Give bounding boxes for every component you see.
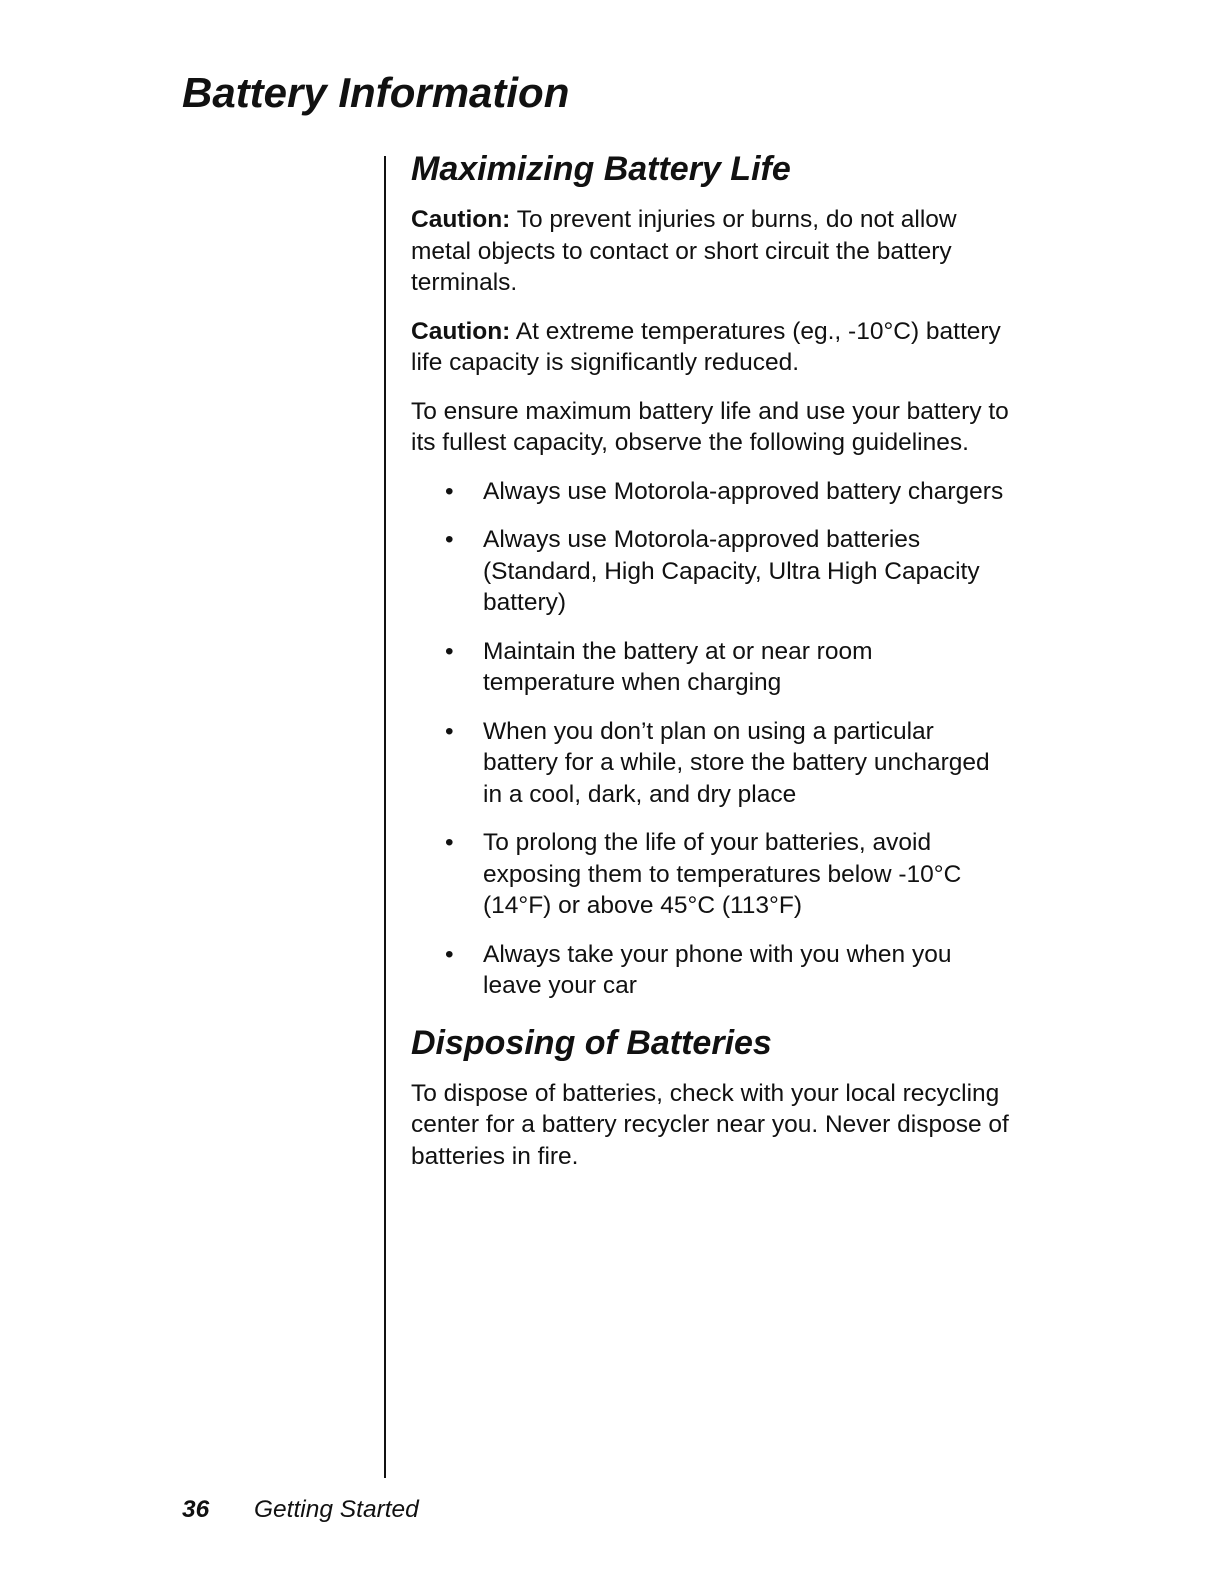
list-item-text: Always take your phone with you when you leave your car <box>483 940 952 999</box>
caution-paragraph-2 <box>411 316 1011 379</box>
list-item-text: Maintain the battery at or near room temperature when charging <box>483 637 873 696</box>
margin-rule <box>384 156 386 1478</box>
caution-text: At extreme temperatures (eg., -10°C) battery life capacity is significantly reduced. <box>411 317 1001 376</box>
bullet-icon: • <box>445 940 454 968</box>
caution-label: Caution: <box>411 206 511 233</box>
disposing-paragraph: To dispose of batteries, check with your local recycling center for a battery recycler near you. Never dispose of batteries in fire. <box>411 1079 1009 1170</box>
page-title: Battery Information <box>182 69 570 116</box>
caution-label: Caution: <box>411 317 511 345</box>
list-item-text: Always use Motorola-approved battery chargers <box>483 477 1004 505</box>
list-item <box>411 827 1011 922</box>
caution-paragraph-1 <box>411 204 1011 299</box>
page-footer <box>182 1494 419 1526</box>
main-content <box>411 148 1011 1189</box>
list-item-text: When you don’t plan on using a particular battery for a while, store the battery uncharged in a cool, dark, and dry place <box>483 717 990 808</box>
list-item <box>411 716 1011 811</box>
list-item <box>411 476 1011 508</box>
bullet-icon: • <box>445 717 454 745</box>
caution-text: To prevent injuries or burns, do not allow metal objects to contact or short circuit the battery terminals. <box>411 206 957 296</box>
guidelines-list <box>411 476 1011 1002</box>
list-item <box>411 524 1011 619</box>
intro-paragraph: To ensure maximum battery life and use your battery to its fullest capacity, observe the following guidelines. <box>411 397 1009 456</box>
list-item <box>411 939 1011 1002</box>
bullet-icon: • <box>445 477 454 505</box>
list-item-text: Always use Motorola-approved batteries (Standard, High Capacity, Ultra High Capacity battery) <box>483 526 980 616</box>
section-heading-disposing: Disposing of Batteries <box>411 1023 772 1062</box>
bullet-icon: • <box>445 526 454 553</box>
list-item <box>411 636 1011 699</box>
bullet-icon: • <box>445 829 454 856</box>
list-item-text: To prolong the life of your batteries, avoid exposing them to temperatures below -10°C (14°F) or above 45°C (113°F) <box>483 829 962 919</box>
bullet-icon: • <box>445 637 454 665</box>
footer-section-title: Getting Started <box>254 1496 419 1523</box>
section-heading-maximizing: Maximizing Battery Life <box>411 150 791 188</box>
page-number: 36 <box>182 1496 210 1523</box>
